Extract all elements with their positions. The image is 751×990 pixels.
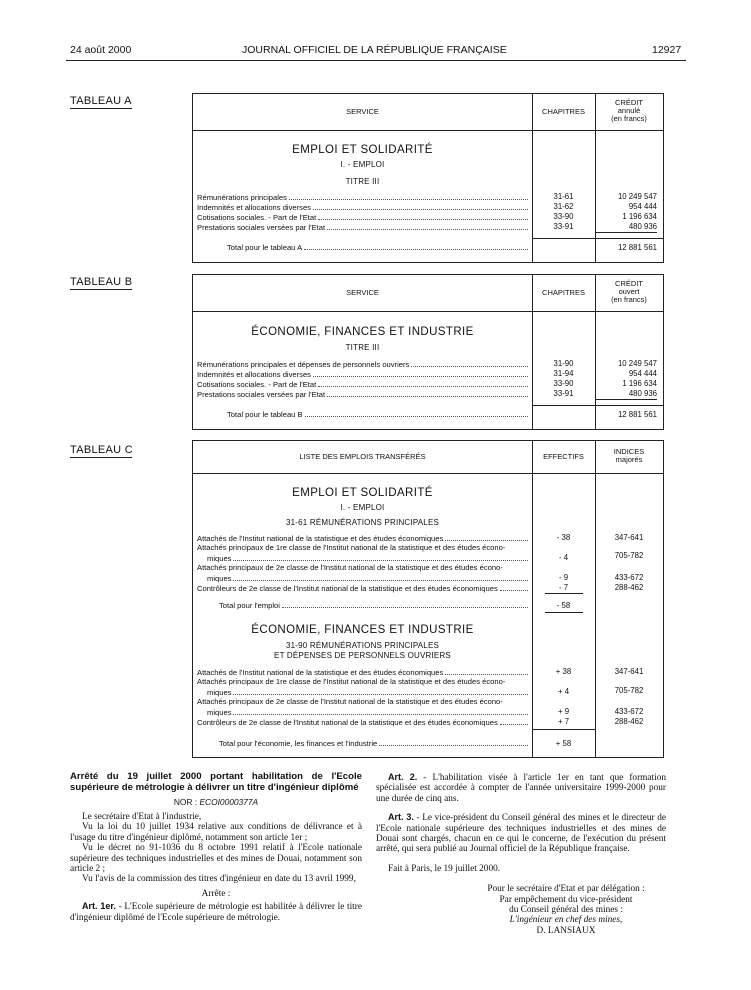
arrete-left-column	[70, 772, 362, 923]
col-chapitres: CHAPITRES	[542, 288, 585, 297]
signatory-name: D. LANSIAUX	[536, 925, 596, 936]
subsection: TITRE III	[345, 177, 380, 186]
total-row: Total pour le tableau A	[227, 243, 530, 252]
article-3: Art. 3. - Le vice-président du Conseil général des mines et le directeur de l'Ecole nationale supérieure des techniques industrielles et des mines de Douai sont chargés, chacun en ce qui le concerne, de l'exécution du présent arrêté, qui sera publié au Journal officiel de la République française.	[376, 812, 666, 855]
signature-block: Pour le secrétaire d'Etat et par délégation : Par empêchement du vice-président du Conseil général des mines : L'ingénieur en chef des mines, D. LANSIAUX	[466, 884, 666, 936]
tableau-a-label: TABLEAU A	[70, 95, 132, 107]
total-row: Total pour l'économie, les finances et l'industrie	[219, 739, 530, 748]
header-date: 24 août 2000	[70, 44, 132, 56]
col-credit: CRÉDIT ouvert (en francs)	[611, 279, 647, 304]
col-liste: LISTE DES EMPLOIS TRANSFÉRÉS	[299, 452, 426, 461]
header-rule	[66, 60, 686, 61]
total-value: - 58	[556, 601, 571, 610]
section-title: EMPLOI ET SOLIDARITÉ	[292, 487, 433, 499]
page-number: 12927	[652, 44, 682, 56]
table-row: Indemnités et allocations diverses	[197, 369, 530, 379]
subsection: 31-61 RÉMUNÉRATIONS PRINCIPALES	[285, 518, 440, 527]
tableau-b-label: TABLEAU B	[70, 276, 133, 288]
header-title: JOURNAL OFFICIEL DE LA RÉPUBLIQUE FRANÇAISE	[242, 44, 507, 56]
table-row: Attachés de l'Institut national de la statistique et des études économiques	[197, 533, 530, 543]
table-row: Rémunérations principales	[197, 192, 530, 202]
article-2: Art. 2. - L'habilitation visée à l'article 1er en tant que formation spécialisée est accordée à compter de l'année universitaire 1999-2000 pour une durée de cinq ans.	[376, 772, 666, 804]
col-chapitres: CHAPITRES	[542, 107, 585, 116]
col-service: SERVICE	[346, 107, 379, 116]
article-1: Art. 1er. - L'Ecole supérieure de métrologie est habilitée à délivrer le titre d'ingénieur diplômé de l'Ecole supérieure de métrologie.	[70, 901, 362, 923]
table-row: Cotisations sociales. - Part de l'Etat	[197, 379, 530, 389]
table-row: Indemnités et allocations diverses	[197, 202, 530, 212]
total-value: 12 881 561	[617, 243, 657, 252]
nor-line: NOR : ECOI0000377A	[173, 797, 259, 807]
subsection: TITRE III	[345, 343, 380, 352]
arrete-title: Arrêté du 19 juillet 2000 portant habilitation de l'Ecole supérieure de métrologie à délivrer un titre d'ingénieur diplômé	[70, 771, 362, 793]
table-row: Cotisations sociales. - Part de l'Etat	[197, 212, 530, 222]
col-indices: INDICES majorés	[613, 447, 645, 464]
total-value: + 58	[555, 739, 572, 748]
subsection: I. - EMPLOI	[340, 160, 385, 169]
arrete-right-column	[376, 772, 666, 936]
fait-line: Fait à Paris, le 19 juillet 2000.	[388, 863, 501, 874]
arrete-word: Arrête :	[201, 888, 231, 899]
subsection: I. - EMPLOI	[340, 503, 385, 512]
table-row: Attachés principaux de 2e classe de l'Institut national de la statistique et des études écono-	[197, 697, 503, 706]
col-credit: CRÉDIT annulé (en francs)	[611, 98, 647, 123]
paragraph: Vu l'avis de la commission des titres d'ingénieur en date du 13 avril 1999,	[82, 874, 356, 885]
total-row: Total pour le tableau B	[227, 410, 530, 419]
subsection: 31-90 RÉMUNÉRATIONS PRINCIPALES	[285, 641, 440, 650]
table-row: Attachés principaux de 1re classe de l'Institut national de la statistique et des études écono-	[197, 677, 506, 686]
table-row: Attachés principaux de 1re classe de l'Institut national de la statistique et des études écono-	[197, 543, 506, 552]
paragraph: Vu la loi du 10 juillet 1934 relative aux conditions de délivrance et à l'usage du titre d'ingénieur diplômé, notamment son article 1er ;	[70, 822, 362, 843]
subsection: ET DÉPENSES DE PERSONNELS OUVRIERS	[274, 651, 451, 660]
tableau-b: SERVICE CHAPITRES CRÉDIT ouvert (en francs) ÉCONOMIE, FINANCES ET INDUSTRIE TITRE III Rémunérations principales et dépenses de personnels ouvriers Indemnités et allocations diverses Cotisations sociales. - Part de l'Etat Prestations sociales versées par l'Etat 31-90 31-94 33-90 33-91 10 249 547 954 444 1 196 634 480 936 Total pour le tableau B 12 881 561	[192, 274, 664, 430]
table-row: Attachés de l'Institut national de la statistique et des études économiques	[197, 667, 530, 677]
paragraph: Le secrétaire d'Etat à l'industrie,	[82, 812, 202, 822]
table-row: Rémunérations principales et dépenses de personnels ouvriers	[197, 359, 530, 369]
tableau-a: SERVICE CHAPITRES CRÉDIT annulé (en francs) EMPLOI ET SOLIDARITÉ I. - EMPLOI TITRE III Rémunérations principales Indemnités et allocations diverses Cotisations sociales. - Part de l'Etat Prestations sociales versées par l'Etat 31-61 31-62 33-90 33-91 10 249 547 954 444 1 196 634 480 936 Total pour le tableau A 12 881 561	[192, 93, 664, 263]
table-row: Attachés principaux de 2e classe de l'Institut national de la statistique et des études écono-	[197, 563, 503, 572]
table-row: Contrôleurs de 2e classe de l'Institut national de la statistique et des études économiques	[197, 717, 530, 727]
section-title: ÉCONOMIE, FINANCES ET INDUSTRIE	[251, 326, 474, 338]
col-effectifs: EFFECTIFS	[543, 452, 584, 461]
col-service: SERVICE	[346, 288, 379, 297]
tableau-c: LISTE DES EMPLOIS TRANSFÉRÉS EFFECTIFS INDICES majorés EMPLOI ET SOLIDARITÉ I. - EMPLOI 31-61 RÉMUNÉRATIONS PRINCIPALES Attachés de l'Institut national de la statistique et des études économiques Attachés principaux de 1re classe de l'Institut national de la statistique et des études écono- miques Attachés principaux de 2e classe de l'Institut national de la statistique et des études écono- miques Contrôleurs de 2e classe de l'Institut national de la statistique et des études économiques - 38 - 4 - 9 - 7 347-641 705-782 433-672 288-462 Total pour l'emploi - 58 ÉCONOMIE, FINANCES ET INDUSTRIE 31-90 RÉMUNÉRATIONS PRINCIPALES ET DÉPENSES DE PERSONNELS OUVRIERS Attachés de l'Institut national de la statistique et des études économiques Attachés principaux de 1re classe de l'Institut national de la statistique et des études écono- miques Attachés principaux de 2e classe de l'Institut national de la statistique et des études écono- miques Contrôleurs de 2e classe de l'Institut national de la statistique et des études économiques + 38 + 4 + 9 + 7 347-641 705-782 433-672 288-462 Total pour l'économie, les finances et l'industrie + 58	[192, 440, 664, 758]
section-title: EMPLOI ET SOLIDARITÉ	[292, 144, 433, 156]
table-row: Prestations sociales versées par l'Etat	[197, 389, 530, 399]
table-row: Prestations sociales versées par l'Etat	[197, 222, 530, 232]
section-title: ÉCONOMIE, FINANCES ET INDUSTRIE	[251, 624, 474, 636]
total-row: Total pour l'emploi	[219, 601, 530, 610]
table-row: Contrôleurs de 2e classe de l'Institut national de la statistique et des études économiques	[197, 583, 530, 593]
tableau-c-label: TABLEAU C	[70, 444, 134, 456]
paragraph: Vu le décret no 91-1036 du 8 octobre 1991 relatif à l'Ecole nationale supérieure des techniques industrielles et des mines de Douai, notamment son article 2 ;	[70, 843, 362, 875]
total-value: 12 881 561	[617, 410, 657, 419]
